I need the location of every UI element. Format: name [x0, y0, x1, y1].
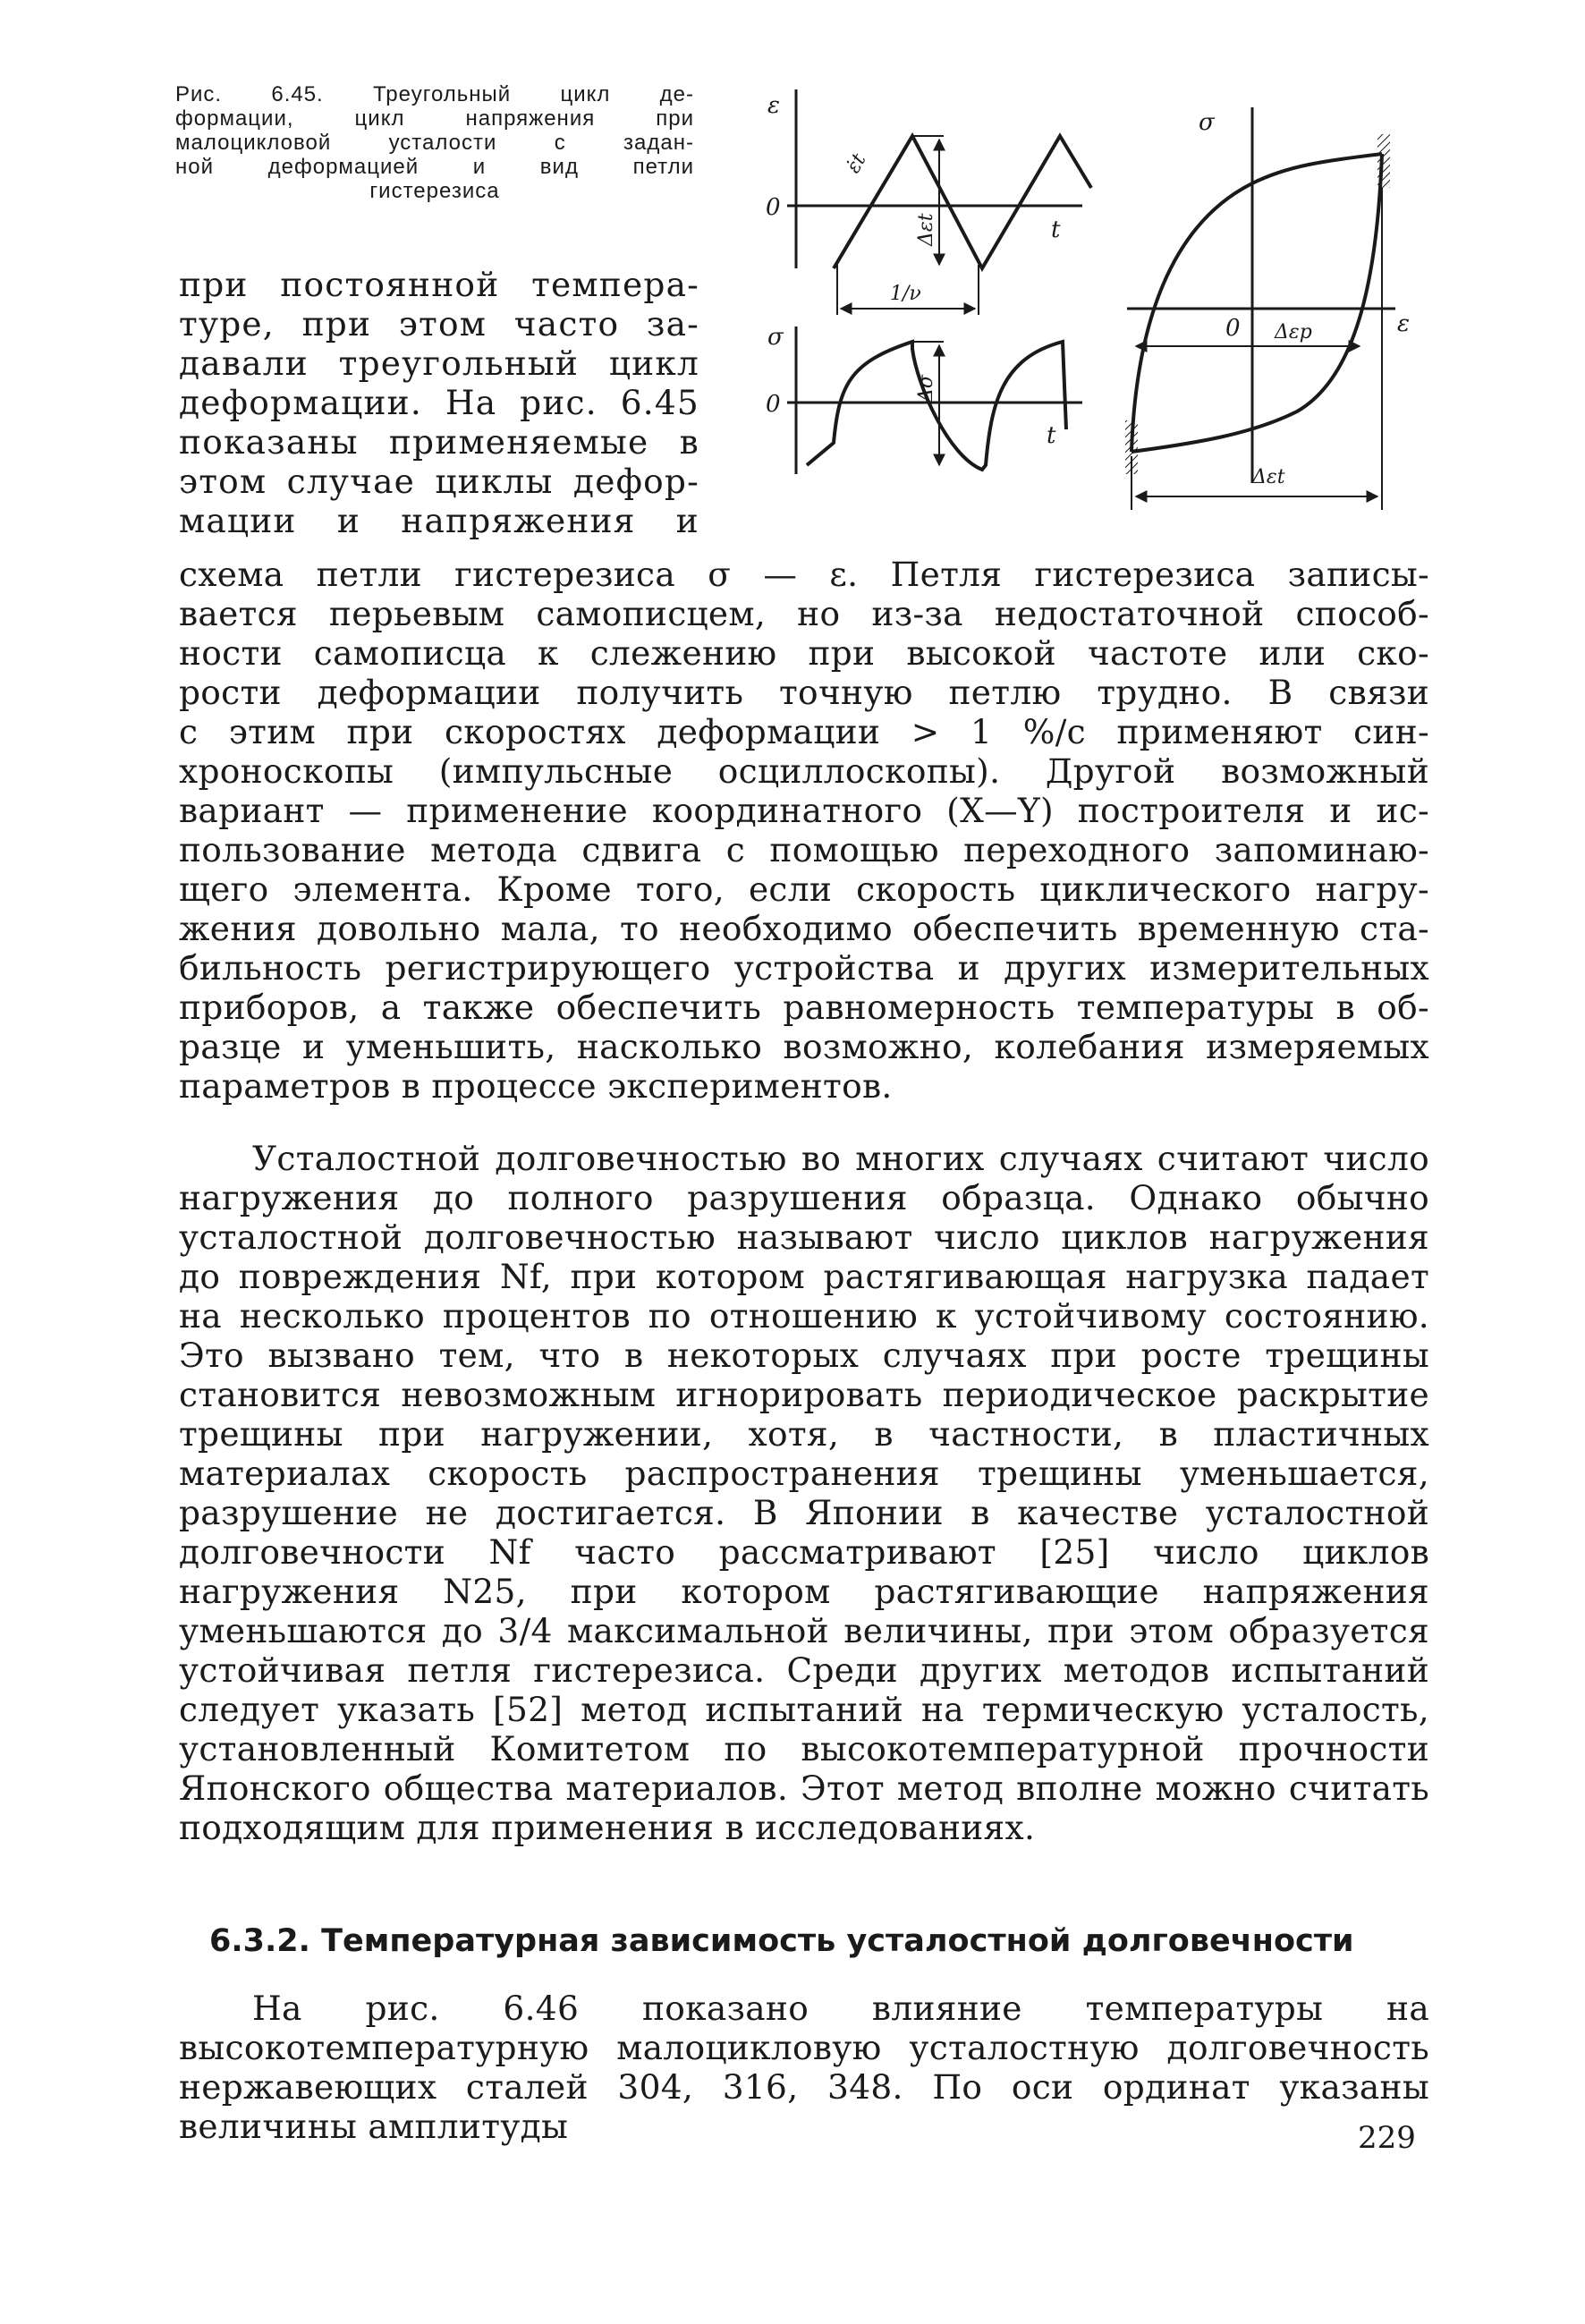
text-line: этом случае циклы дефор-: [179, 462, 699, 501]
strain-origin-label: 0: [766, 194, 781, 221]
section-heading: 6.3.2. Температурная зависимость усталостной долговечности: [209, 1923, 1354, 1959]
wrapped-text-block: [179, 265, 699, 540]
page-number: 229: [1358, 2120, 1416, 2156]
period-label: 1/ν: [890, 283, 921, 305]
text-line: щего элемента. Кроме того, если скорость циклического нагру-: [179, 869, 1429, 909]
text-line: разце и уменьшить, насколько возможно, колебания измеряемых: [179, 1027, 1429, 1066]
loop-strain-label: ε: [1397, 310, 1410, 337]
stress-wave: [807, 342, 1066, 470]
strain-range-label: Δεt: [915, 213, 937, 246]
paragraph-1: [179, 555, 1429, 1106]
text-line: приборов, а также обеспечить равномерность температуры в об-: [179, 988, 1429, 1027]
loop-upper-branch: [1132, 154, 1382, 452]
text-line: ности самописца к слежению при высокой частоте или ско-: [179, 633, 1429, 673]
loop-origin-label: 0: [1225, 315, 1241, 342]
text-line: мации и напряжения и: [179, 501, 699, 540]
stress-origin-label: 0: [766, 391, 781, 418]
plastic-range-label: Δεp: [1275, 321, 1312, 344]
paragraph-2: [179, 1139, 1429, 1847]
text-line: рости деформации получить точную петлю трудно. В связи: [179, 673, 1429, 712]
text-line: жения довольно мала, то необходимо обеспечить временную ста-: [179, 909, 1429, 948]
strain-triangle-wave: [834, 136, 1091, 268]
strain-cycle-plot: [766, 89, 1091, 315]
text-line: показаны применяемые в: [179, 422, 699, 462]
stress-range-label: Δσ: [915, 375, 937, 403]
caption-line: формации, цикл напряжения при: [175, 106, 694, 131]
text-line: вариант — применение координатного (X—Y) построителя и ис-: [179, 791, 1429, 830]
figure-diagram: [751, 89, 1413, 537]
text-line: туре, при этом часто за-: [179, 304, 699, 344]
text-line: схема петли гистерезиса σ — ε. Петля гистерезиса записы-: [179, 555, 1429, 594]
time-axis-bottom-label: t: [1047, 422, 1056, 449]
paragraph-3: [179, 1989, 1429, 2146]
text-line: хроноскопы (импульсные осциллоскопы). Другой возможный: [179, 751, 1429, 791]
caption-line: Рис. 6.45. Треугольный цикл де-: [175, 82, 694, 106]
text-line: параметров в процессе экспериментов.: [179, 1066, 893, 1106]
stress-axis-label: σ: [767, 324, 784, 351]
paragraph-2-text: Усталостной долговечностью во многих случаях считают число нагружения до полного разрушения образца. Однако обычно усталостной долговечностью называют число циклов нагружения до повреждения Nf, при котором растягивающая нагрузка падает на несколько процентов по отношению к устойчивому состоянию. Это вызвано тем, что в некоторых случаях при росте трещины становится невозможным игнорировать периодическое раскрытие трещины при нагружении, хотя, в частности, в пластичных материалах скорость распространения трещины уменьшается, разрушение не достигается. В Японии в качестве усталостной долговечности Nf часто рассматривают [25] число циклов нагружения N25, при котором растягивающие напряжения уменьшаются до 3/4 максимальной величины, при этом образуется устойчивая петля гистерезиса. Среди других методов испытаний следует указать [52] метод испытаний на термическую усталость, установленный Комитетом по высокотемпературной прочности Японского общества материалов. Этот метод вполне можно считать подходящим для применения в исследованиях.: [179, 1139, 1429, 1847]
caption-line: ной деформацией и вид петли: [175, 155, 694, 179]
text-line: пользование метода сдвига с помощью переходного запоминаю-: [179, 830, 1429, 869]
caption-line: гистерезиса: [369, 179, 500, 203]
time-axis-top-label: t: [1051, 216, 1061, 243]
paragraph-3-text: На рис. 6.46 показано влияние температуры на высокотемпературную малоцикловую усталостную долговечность нержавеющих сталей 304, 316, 348. По оси ординат указаны величины амплитуды: [179, 1989, 1429, 2146]
text-line: с этим при скоростях деформации > 1 %/с применяют син-: [179, 712, 1429, 751]
caption-line: малоцикловой усталости с задан-: [175, 131, 694, 155]
figure-caption: [175, 82, 694, 203]
text-line: вается перьевым самописцем, но из-за недостаточной способ-: [179, 594, 1429, 633]
loop-upper-hatch: [1377, 134, 1390, 188]
text-line: давали треугольный цикл: [179, 344, 699, 383]
total-range-label: Δεt: [1252, 466, 1285, 488]
hysteresis-loop-plot: [1125, 107, 1410, 510]
strain-rate-label: ε̇t: [842, 149, 871, 177]
loop-stress-label: σ: [1199, 109, 1215, 136]
strain-axis-label: ε: [767, 92, 780, 119]
text-line: при постоянной темпера-: [179, 265, 699, 304]
stress-cycle-plot: [766, 324, 1082, 474]
figure-6-45: [751, 89, 1413, 537]
text-line: бильность регистрирующего устройства и других измерительных: [179, 948, 1429, 988]
loop-lower-branch: [1132, 154, 1382, 452]
text-line: деформации. На рис. 6.45: [179, 383, 699, 422]
